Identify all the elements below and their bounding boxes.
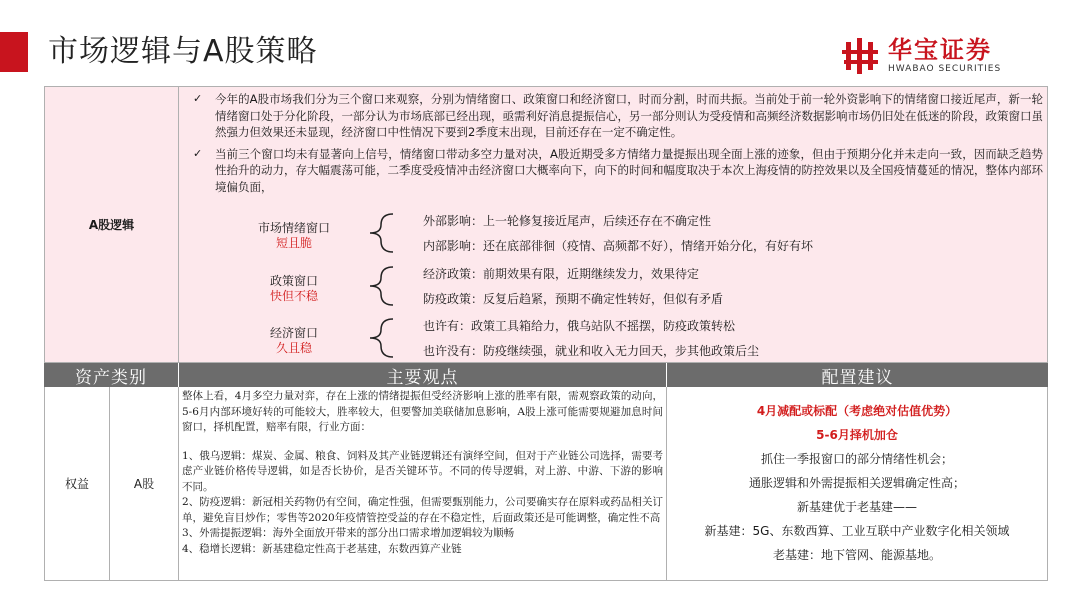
window-feature: 久且稳 [275,341,312,355]
allocation-cell [666,387,1048,581]
allocation-highlight: 4月减配或标配（考虑绝对估值优势） [756,404,958,418]
page-title: 市场逻辑与A股策略 [48,34,318,69]
logo-english-name: HWABAO SECURITIES [888,64,1002,74]
view-paragraph: 1、俄乌逻辑：煤炭、金属、粮食、饲料及其产业链逻辑还有演绎空间，但对于产业链公司选择，需要考虑产业链价格传导逻辑，如是否长协价，是否关键环节。不同的传导逻辑，对上游、中游、下游的影响不同。 [182,449,663,493]
window-line: 也许没有：防疫继续强，就业和收入无力回天，步其他政策后尘 [423,344,760,358]
window-feature: 快但不稳 [269,289,318,303]
logic-label: A股逻辑 [45,87,179,362]
view-spacer [182,436,663,449]
company-logo [842,36,1001,76]
title-accent-bar [0,32,28,72]
asset-cell: A股 [109,387,179,581]
window-line: 经济政策：前期效果有限，近期继续发力，效果待定 [423,267,700,281]
allocation-highlight: 5-6月择机加仓 [816,428,898,442]
allocation-line: 老基建：地下管网、能源基地。 [772,548,941,562]
bullet-text: 当前三个窗口均未有显著向上信号，情绪窗口带动多空力量对决，A股近期受多方情绪力量提振出现全面上涨的迹象，但由于预期分化并未走向一致，因而缺乏趋势性抬升的动力，存大幅震荡可能，二季度受疫情冲击经济窗口大概率向下，向下的时间和幅度取决于本次上海疫情的防控效果以及全国疫情蔓延的情况，整体内部环境偏负面， [215,146,1043,194]
brace-icon [367,264,397,308]
checkmark-icon: ✓ [193,92,203,105]
a-share-logic-panel [44,86,1048,363]
allocation-line: 新基建优于老基建—— [796,500,917,514]
logo-chinese-name: 华宝证券 [888,36,992,64]
hwabao-logo-icon [842,36,882,76]
checkmark-icon: ✓ [193,146,203,160]
window-line: 外部影响：上一轮修复接近尾声，后续还存在不确定性 [423,214,712,228]
allocation-line: 抓住一季报窗口的部分情绪性机会； [760,452,953,466]
window-name: 经济窗口 久且稳 [239,326,349,356]
logic-bullet [193,146,1043,196]
window-line: 内部影响：还在底部徘徊（疫情、高频都不好），情绪开始分化，有好有坏 [423,239,814,253]
window-policy [179,264,1049,308]
logic-bullets [193,91,1043,200]
allocation-line: 通胀逻辑和外需提振相关逻辑确定性高； [748,476,965,490]
view-paragraph: 4、稳增长逻辑：新基建稳定性高于老基建，东数西算产业链 [182,542,462,555]
window-line: 防疫政策：反复后趋紧，预期不确定性转好，但似有矛盾 [423,292,724,306]
view-paragraph: 2、防疫逻辑：新冠相关药物仍有空间，确定性强，但需要甄别能力，公司要确实存在原料或药品相关订单，避免盲目炒作；零售等2020年疫情管控受益的存在不稳定性，后面政策还是可能调整，确定性不高 [182,496,663,524]
allocation-line: 新基建：5G、东数西算、工业互联中产业数字化相关领域 [704,524,1010,538]
header-main-views: 主要观点 [179,363,666,387]
brace-icon [367,211,397,255]
window-economy [179,316,1049,360]
logic-bullet [193,91,1043,141]
window-market-sentiment [179,211,1049,255]
window-feature: 短且脆 [275,236,312,250]
main-views-cell [178,387,667,581]
asset-class-cell: 权益 [44,387,110,581]
window-name: 市场情绪窗口 短且脆 [239,221,349,251]
bullet-text: 今年的A股市场我们分为三个窗口来观察，分别为情绪窗口、政策窗口和经济窗口，时而分割，时而共振。当前处于前一轮外资影响下的情绪窗口接近尾声，新一轮情绪窗口处于分化阶段，一部分认为市场底部已经出现，亟需利好消息提振信心，另一部分则认为受疫情和高频经济数据影响市场仍旧处在低迷的阶段，政策窗口虽然强力但效果还未显现，经济窗口中性情况下要到2季度末出现，目前还存在一定不确定性。 [215,92,1043,139]
window-name: 政策窗口 快但不稳 [239,274,349,304]
view-paragraph: 整体上看，4月多空力量对弈，存在上涨的情绪提振但受经济影响上涨的胜率有限，需观察政策的动向，5-6月内部环境好转的可能较大，胜率较大，但要警加美联储加息影响，A股上涨可能需要规避加息时间窗口，择机配置，赔率有限，行业方面： [182,390,663,433]
view-paragraph: 3、外需提振逻辑：海外全面放开带来的部分出口需求增加逻辑较为顺畅 [182,527,515,539]
brace-icon [367,316,397,360]
header-asset-class: 资产类别 [44,363,178,387]
header-allocation: 配置建议 [667,363,1048,387]
window-line: 也许有：政策工具箱给力，俄乌站队不摇摆，防疫政策转松 [423,319,736,333]
